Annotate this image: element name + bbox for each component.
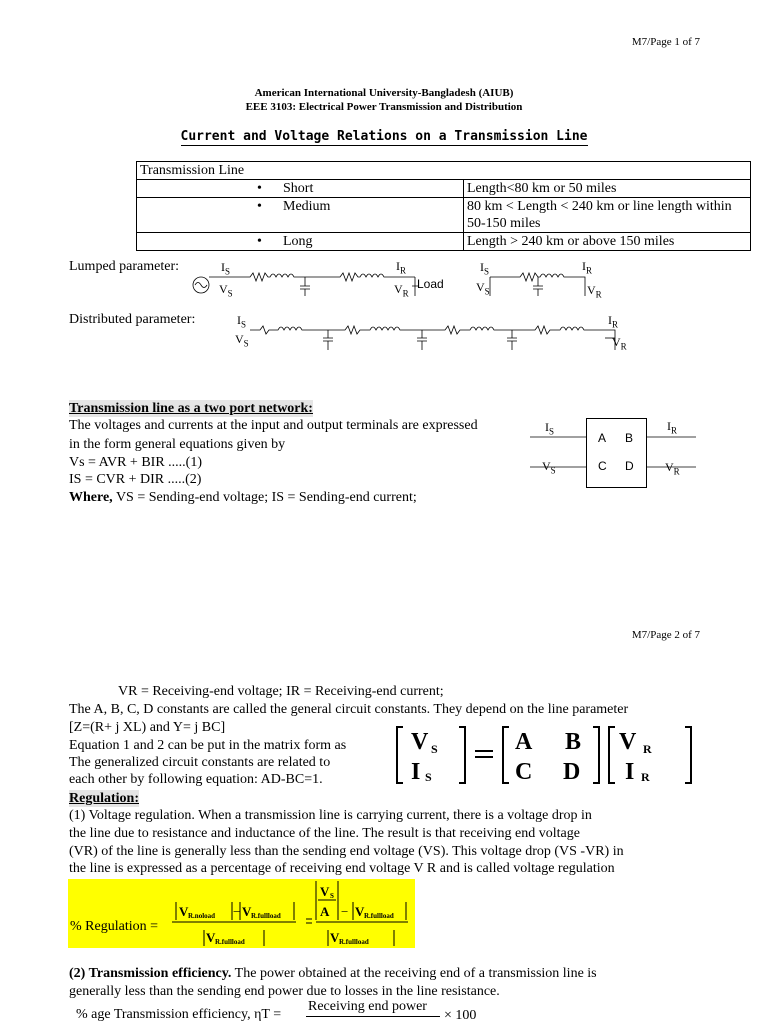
svg-text:−: − bbox=[233, 904, 241, 919]
vr-label-3: $V_R$ bbox=[612, 335, 627, 352]
regulation-heading: Regulation: bbox=[69, 791, 139, 806]
fraction-bar bbox=[306, 1016, 440, 1017]
svg-text:V: V bbox=[619, 729, 637, 755]
svg-text:R.fullload: R.fullload bbox=[339, 938, 369, 946]
svg-text:S: S bbox=[431, 742, 438, 756]
table-row-type: • Long bbox=[137, 233, 464, 251]
svg-text:V: V bbox=[411, 729, 429, 755]
svg-text:V: V bbox=[320, 884, 330, 899]
regulation-formula bbox=[168, 879, 414, 948]
page-title: Current and Voltage Relations on a Transmission Line bbox=[180, 129, 588, 144]
two-port-heading: Transmission line as a two port network: bbox=[69, 401, 313, 416]
load-label: Load bbox=[417, 277, 444, 291]
regulation-text-1: (1) Voltage regulation. When a transmission line is carrying current, there is a voltage drop in bbox=[69, 808, 592, 823]
svg-text:V: V bbox=[242, 904, 252, 919]
line-matrix: Equation 1 and 2 can be put in the matrix form as bbox=[69, 738, 347, 753]
table-row-type: • Short bbox=[137, 180, 464, 198]
box-d: D bbox=[625, 459, 634, 473]
is-label-4: $I_S$ bbox=[545, 420, 555, 437]
svg-text:V: V bbox=[330, 930, 340, 945]
is-label-2: $I_S$ bbox=[480, 260, 490, 277]
transmission-line-table bbox=[136, 161, 751, 251]
vr-label-1: $V_R$ bbox=[394, 282, 409, 299]
svg-text:I: I bbox=[625, 759, 635, 785]
svg-text:S: S bbox=[425, 770, 432, 784]
box-c: C bbox=[598, 459, 607, 473]
svg-text:B: B bbox=[565, 729, 582, 755]
line-generalized: The generalized circuit constants are related to bbox=[69, 755, 331, 770]
line-relation: each other by following equation: AD-BC=1. bbox=[69, 772, 323, 787]
course-name: EEE 3103: Electrical Power Transmission and Distribution bbox=[245, 101, 523, 113]
line-constants: The A, B, C, D constants are called the general circuit constants. They depend on the line parameter bbox=[69, 702, 629, 717]
page-number-2: M7/Page 2 of 7 bbox=[631, 629, 700, 641]
svg-text:A: A bbox=[320, 904, 330, 919]
svg-text:V: V bbox=[355, 904, 365, 919]
line-params: [Z=(R+ j XL) and Y= j BC] bbox=[69, 720, 226, 735]
abcd-box bbox=[586, 418, 647, 488]
ir-label-2: $I_R$ bbox=[582, 259, 593, 276]
is-label-1: $I_S$ bbox=[221, 260, 231, 277]
efficiency-numerator: Receiving end power bbox=[308, 999, 427, 1014]
institution-name: American International University-Bangladesh (AIUB) bbox=[254, 87, 514, 99]
two-port-text-1: The voltages and currents at the input and output terminals are expressed bbox=[69, 418, 478, 433]
svg-text:C: C bbox=[515, 759, 533, 785]
table-header: Transmission Line bbox=[137, 162, 751, 180]
ir-label-1: $I_R$ bbox=[396, 259, 407, 276]
vs-label-2: $V_S$ bbox=[476, 280, 490, 297]
efficiency-factor: × 100 bbox=[444, 1008, 477, 1023]
svg-text:A: A bbox=[515, 729, 533, 755]
table-row-desc: Length > 240 km or above 150 miles bbox=[464, 233, 751, 251]
line-vr: VR = Receiving-end voltage; IR = Receiving-end current; bbox=[118, 684, 444, 699]
distributed-circuit-diagram bbox=[250, 318, 630, 354]
ir-label-3: $I_R$ bbox=[608, 313, 619, 330]
is-label-3: $I_S$ bbox=[237, 313, 247, 330]
lumped-parameter-label: Lumped parameter: bbox=[69, 259, 180, 274]
table-row-desc: Length<80 km or 50 miles bbox=[464, 180, 751, 198]
vs-label-1: $V_S$ bbox=[219, 282, 233, 299]
vs-label-3: $V_S$ bbox=[235, 332, 249, 349]
equation-2: IS = CVR + DIR .....(2) bbox=[69, 472, 202, 487]
matrix-equation bbox=[395, 723, 697, 787]
svg-text:R: R bbox=[641, 770, 650, 784]
ir-label-4: $I_R$ bbox=[667, 419, 678, 436]
svg-text:R: R bbox=[643, 742, 652, 756]
table-row-desc: 80 km < Length < 240 km or line length within 50-150 miles bbox=[464, 198, 751, 233]
where-line: Where, VS = Sending-end voltage; IS = Sending-end current; bbox=[69, 490, 417, 505]
svg-text:−: − bbox=[341, 904, 349, 919]
equation-1: Vs = AVR + BIR .....(1) bbox=[69, 455, 202, 470]
vr-label-4: $V_R$ bbox=[665, 460, 680, 477]
two-port-text-2: in the form general equations given by bbox=[69, 437, 286, 452]
regulation-text-2: the line due to resistance and inductance of the line. The result is that receiving end voltage bbox=[69, 826, 580, 841]
svg-text:V: V bbox=[179, 904, 189, 919]
page-number: M7/Page 1 of 7 bbox=[631, 36, 700, 48]
svg-text:D: D bbox=[563, 759, 581, 785]
regulation-text-4: the line is expressed as a percentage of receiving end voltage V R and is called voltage regulation bbox=[69, 861, 615, 876]
svg-text:R.fullload: R.fullload bbox=[215, 938, 245, 946]
regulation-text-3: (VR) of the line is generally less than the sending end voltage (VS). This voltage drop (VS -VR) in bbox=[69, 844, 624, 859]
efficiency-text-1: (2) Transmission efficiency. The power obtained at the receiving end of a transmission line is bbox=[69, 966, 597, 981]
efficiency-formula-label: % age Transmission efficiency, ηT = bbox=[76, 1007, 282, 1022]
box-a: A bbox=[598, 431, 607, 445]
table-row-type: • Medium bbox=[137, 198, 464, 233]
svg-text:I: I bbox=[411, 759, 421, 785]
svg-text:R.fullload: R.fullload bbox=[364, 912, 394, 920]
regulation-formula-label: % Regulation = bbox=[70, 919, 158, 934]
svg-text:V: V bbox=[206, 930, 216, 945]
box-b: B bbox=[625, 431, 634, 445]
svg-text:R.fullload: R.fullload bbox=[251, 912, 281, 920]
vs-label-4: $V_S$ bbox=[542, 459, 556, 476]
svg-text:S: S bbox=[330, 892, 334, 900]
vr-label-2: $V_R$ bbox=[587, 283, 602, 300]
efficiency-text-2: generally less than the sending end power due to losses in the line resistance. bbox=[69, 984, 500, 999]
distributed-parameter-label: Distributed parameter: bbox=[69, 312, 196, 327]
svg-text:R.noload: R.noload bbox=[188, 912, 216, 920]
